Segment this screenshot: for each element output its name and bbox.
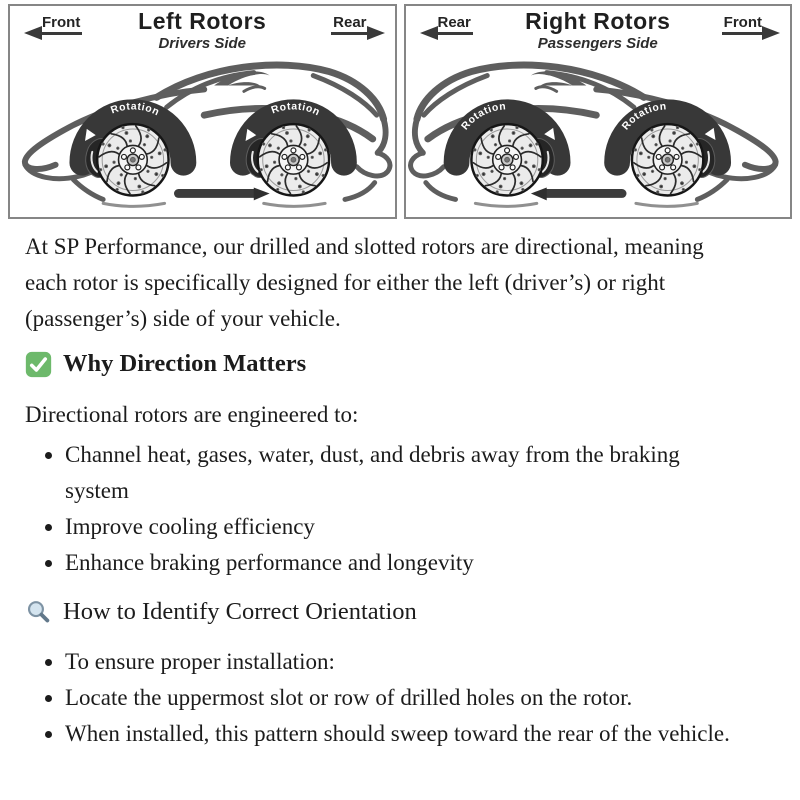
rotation-label: Rotation [459, 101, 507, 133]
right-arrow-icon [367, 26, 385, 40]
bullet-item: • Enhance braking performance and longevity [65, 545, 749, 581]
panel-title: Right Rotors [525, 8, 671, 34]
car-illustration-right [406, 53, 791, 217]
magnifying-glass-icon [25, 599, 52, 626]
rotor-direction-diagram [8, 4, 792, 219]
direction-text: Front [40, 14, 82, 35]
section-title: Why Direction Matters [63, 350, 307, 377]
bullet-item: • Improve cooling efficiency [65, 509, 749, 545]
section-heading-identify-orientation [25, 595, 749, 629]
orientation-steps-list [25, 644, 749, 752]
section-lead: Directional rotors are engineered to: [25, 402, 359, 427]
front-direction-label [722, 14, 780, 35]
rotation-label: Rotation [269, 101, 322, 119]
bullet-item: • When installed, this pattern should sweep toward the rear of the vehicle. [65, 716, 749, 752]
left-rotors-panel [8, 4, 397, 219]
rotation-label: Rotation [109, 101, 162, 119]
panel-subtitle: Passengers Side [537, 35, 658, 52]
bullet-item: • Locate the uppermost slot or row of drilled holes on the rotor. [65, 680, 749, 716]
check-mark-icon [25, 351, 52, 378]
rotation-label: Rotation [619, 101, 667, 133]
benefits-list [25, 437, 749, 581]
section-heading-why-direction-matters [25, 347, 749, 381]
rear-direction-label [331, 14, 384, 35]
direction-text: Rear [331, 14, 368, 35]
right-arrow-icon [762, 26, 780, 40]
bullet-item: • Channel heat, gases, water, dust, and debris away from the braking system [65, 437, 749, 509]
right-rotors-panel [404, 4, 793, 219]
panel-subtitle: Drivers Side [158, 35, 247, 52]
direction-text: Rear [436, 14, 473, 35]
car-illustration-left [10, 53, 395, 217]
page [0, 4, 800, 752]
panel-title: Left Rotors [138, 8, 267, 34]
section-title: How to Identify Correct Orientation [63, 598, 417, 625]
article-content [25, 229, 749, 752]
bullet-item: • To ensure proper installation: [65, 644, 749, 680]
intro-paragraph: At SP Performance, our drilled and slotted rotors are directional, meaning each rotor is specifically designed for either the left (driver’s) or right (passenger’s) side of your vehicle. [25, 234, 704, 331]
direction-text: Front [722, 14, 764, 35]
